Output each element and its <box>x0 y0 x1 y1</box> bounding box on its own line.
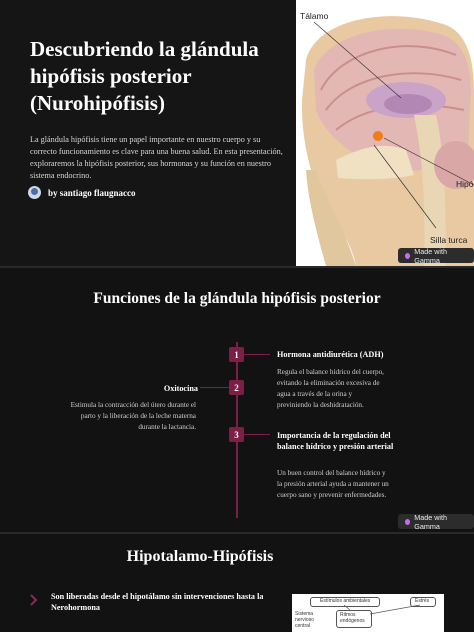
timeline-text: Un buen control del balance hídrico y la presión arterial ayuda a mantener un cuerpo sano y prevenir enfermedades. <box>277 469 389 499</box>
author-avatar <box>28 186 41 199</box>
timeline-marker-3: 3 <box>229 427 244 442</box>
brain-illustration <box>296 0 474 266</box>
bullet-text: Son liberadas desde el hipotálamo sin intervenciones hasta la Nerohormona <box>51 592 264 612</box>
gamma-logo-icon <box>405 519 410 525</box>
diagram-label: Sistema nervioso central <box>295 611 314 629</box>
hypothalamus-diagram <box>292 594 444 632</box>
slide-intro <box>0 0 474 266</box>
author-block <box>28 186 136 199</box>
author-name: by santiago flaugnacco <box>48 187 136 198</box>
label-silla-turca: Silla turca <box>430 235 468 245</box>
chevron-right-icon <box>30 594 38 606</box>
slide-funciones <box>0 268 474 532</box>
timeline-heading: Hormona antidiurética (ADH) <box>277 350 384 359</box>
timeline-text: Estimula la contracción del útero durante el parto y la liberación de la leche materna durante la lactancia. <box>70 401 196 431</box>
timeline-heading: Oxitocina <box>163 384 198 393</box>
badge-label: Made with Gamma <box>414 512 448 531</box>
made-with-gamma-badge[interactable] <box>398 248 474 263</box>
diagram-label: Estrés <box>415 598 430 604</box>
badge-label: Made with Gamma <box>414 246 448 265</box>
diagram-label: Ritmos endógenos <box>340 612 365 624</box>
slide-title: Hipotalamo-Hipófisis <box>126 548 274 565</box>
timeline-marker-2: 2 <box>229 380 244 395</box>
timeline-marker-1: 1 <box>229 347 244 362</box>
gamma-logo-icon <box>405 253 410 259</box>
diagram-label: Estímulos ambientales <box>320 598 371 604</box>
timeline-heading: Importancia de la regulación del balance hídrico y presión arterial <box>277 431 394 451</box>
timeline-text: Regula el balance hídrico del cuerpo, evitando la eliminación excesiva de agua a través de la orina y previniendo la deshidratación. <box>277 368 384 409</box>
slide-intro-text: La glándula hipófisis tiene un papel importante en nuestro cuerpo y su correcto funcionamiento es clave para una buena salud. En esta presentación, exploraremos la hipófisis posterior, sus hormonas y su función en nuestro sistema endocrino. <box>30 135 283 180</box>
label-hipofisis: Hipó <box>456 179 474 189</box>
slide-title: Descubriendo la glándula hipófisis posterior (Nurohipófisis) <box>30 37 259 115</box>
slide-title: Funciones de la glándula hipófisis posterior <box>93 290 381 307</box>
label-talamo: Tálamo <box>300 11 329 21</box>
made-with-gamma-badge[interactable] <box>398 514 474 529</box>
slide-hipotalamo <box>0 534 474 632</box>
diagram-arrows <box>292 594 444 632</box>
